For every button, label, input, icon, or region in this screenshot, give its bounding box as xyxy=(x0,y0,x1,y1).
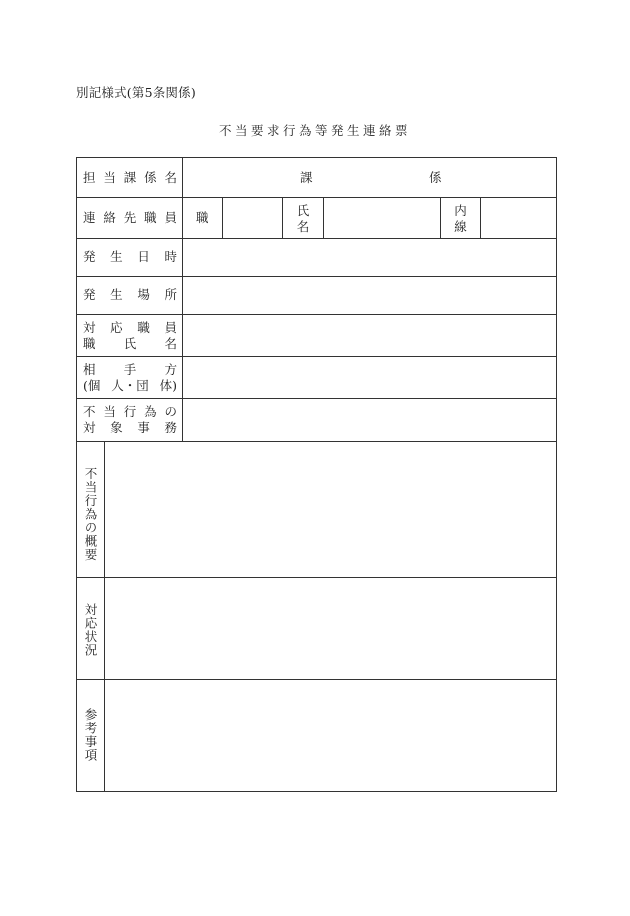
row-divider xyxy=(77,238,556,239)
row-divider xyxy=(77,197,556,198)
contact-cell-divider xyxy=(480,197,481,238)
label-target-affairs: 不 当 行 為 の 対 象 事 務 xyxy=(83,404,177,435)
label-counterparty: 相 手 方 (個 人・団 体) xyxy=(83,362,177,393)
form-reference-note: 別記様式(第5条関係) xyxy=(76,85,196,100)
row-divider xyxy=(77,441,556,442)
row-divider xyxy=(77,577,556,578)
department-kakari-label: 係 xyxy=(429,170,442,185)
label-responding-staff: 対 応 職 員 職 氏 名 xyxy=(83,320,177,351)
section-label-divider xyxy=(104,441,105,792)
section-label-reference-notes: 参考事項 xyxy=(83,708,98,762)
section-label-summary: 不当行為の概要 xyxy=(83,467,98,562)
label-occurrence-place: 発 生 場 所 xyxy=(83,287,177,302)
contact-cell-divider xyxy=(222,197,223,238)
contact-name-label: 氏 名 xyxy=(296,203,310,234)
report-form-table xyxy=(76,157,557,792)
row-divider xyxy=(77,356,556,357)
label-column-divider xyxy=(182,158,183,441)
row-divider xyxy=(77,398,556,399)
department-ka-label: 課 xyxy=(300,170,313,185)
row-divider xyxy=(77,276,556,277)
label-occurrence-datetime: 発 生 日 時 xyxy=(83,249,177,264)
contact-cell-divider xyxy=(323,197,324,238)
row-divider xyxy=(77,314,556,315)
label-department: 担 当 課 係 名 xyxy=(83,170,177,185)
row-divider xyxy=(77,679,556,680)
label-contact-staff: 連 絡 先 職 員 xyxy=(83,210,177,225)
form-title: 不当要求行為等発生連絡票 xyxy=(218,123,411,138)
contact-extension-label: 内 線 xyxy=(454,203,467,234)
contact-position-label: 職 xyxy=(196,210,209,225)
section-label-response-status: 対応状況 xyxy=(83,603,98,657)
